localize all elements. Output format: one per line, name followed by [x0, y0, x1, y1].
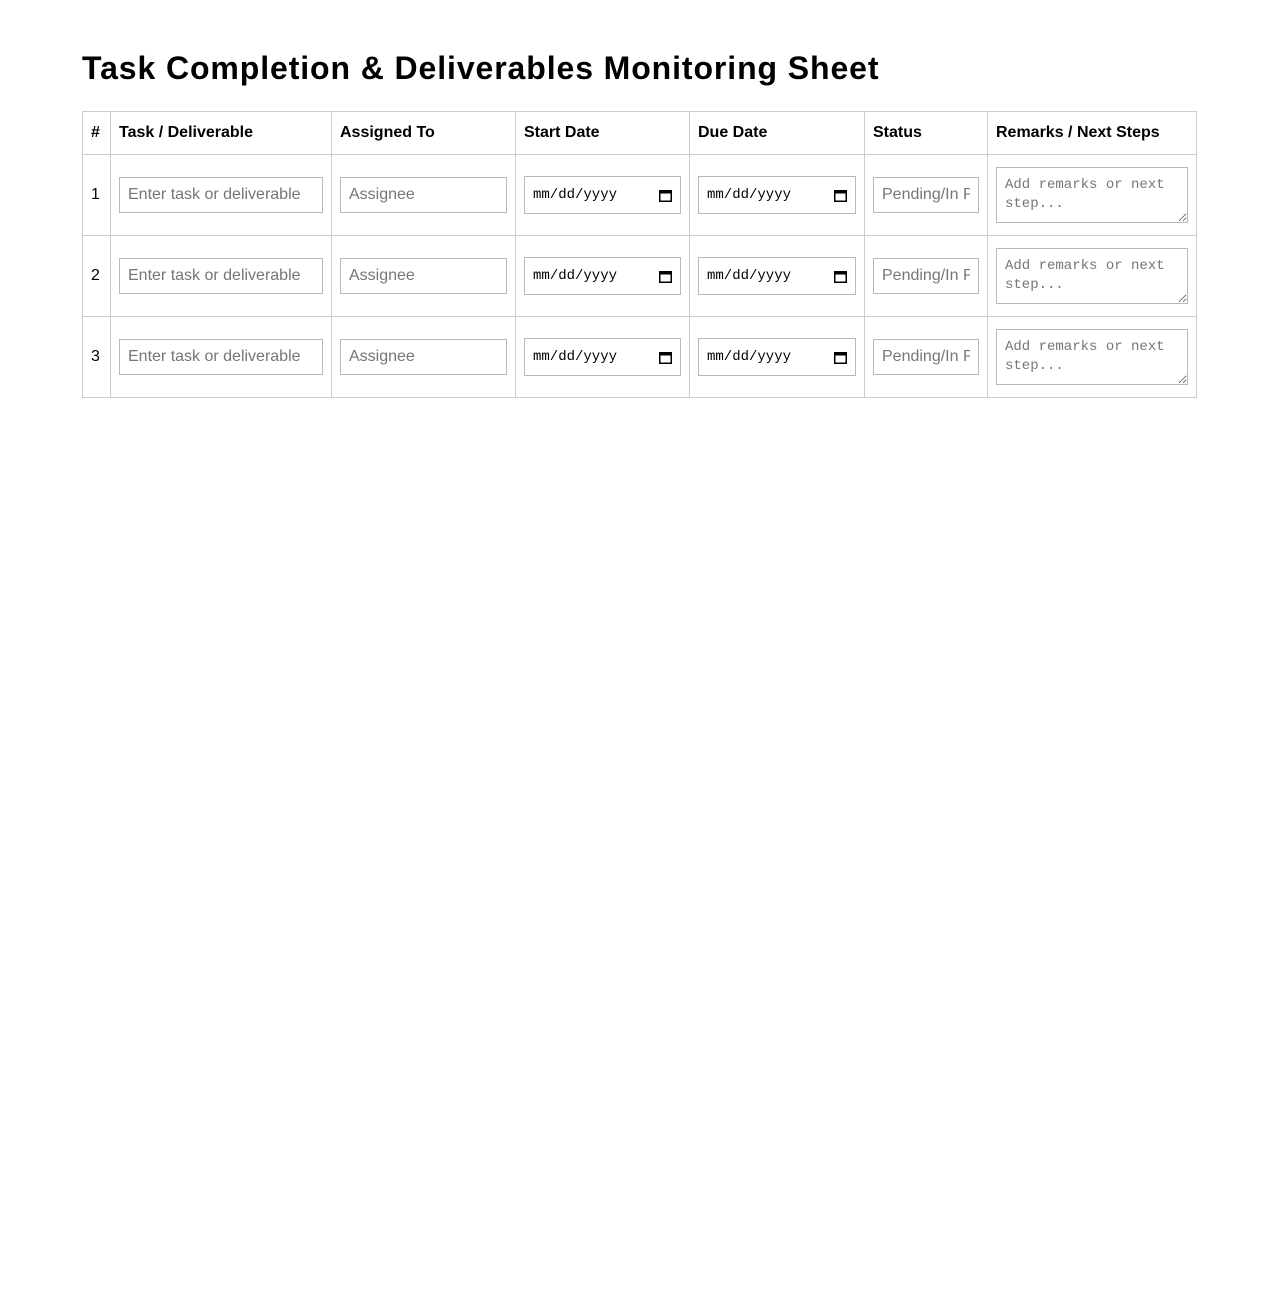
due-date-value: mm/dd/yyyy [707, 349, 792, 365]
start-date-input[interactable] [524, 257, 681, 295]
start-date-input[interactable] [524, 338, 681, 376]
status-input[interactable] [873, 339, 979, 375]
status-cell [865, 155, 988, 236]
assignee-cell [332, 317, 516, 398]
status-cell [865, 236, 988, 317]
remarks-cell [988, 155, 1197, 236]
assignee-cell [332, 155, 516, 236]
row-number: 1 [83, 155, 111, 236]
due-date-value: mm/dd/yyyy [707, 187, 792, 203]
column-header-remarks: Remarks / Next Steps [988, 112, 1197, 155]
column-header-status: Status [865, 112, 988, 155]
calendar-icon[interactable] [659, 189, 672, 202]
calendar-icon[interactable] [834, 351, 847, 364]
table-row [83, 317, 1197, 398]
table-row [83, 236, 1197, 317]
remarks-cell [988, 236, 1197, 317]
due-date-cell [690, 155, 865, 236]
remarks-textarea[interactable] [996, 329, 1188, 385]
task-input[interactable] [119, 339, 323, 375]
page-title: Task Completion & Deliverables Monitoring Sheet [82, 50, 880, 86]
calendar-icon[interactable] [834, 189, 847, 202]
due-date-cell [690, 317, 865, 398]
remarks-cell [988, 317, 1197, 398]
start-date-cell [516, 317, 690, 398]
calendar-icon[interactable] [659, 270, 672, 283]
start-date-cell [516, 236, 690, 317]
row-number: 3 [83, 317, 111, 398]
assignee-cell [332, 236, 516, 317]
task-table [82, 111, 1197, 398]
table-header-row [83, 112, 1197, 155]
task-input[interactable] [119, 177, 323, 213]
start-date-cell [516, 155, 690, 236]
status-input[interactable] [873, 177, 979, 213]
start-date-input[interactable] [524, 176, 681, 214]
start-date-value: mm/dd/yyyy [533, 187, 618, 203]
column-header-task: Task / Deliverable [111, 112, 332, 155]
table-row [83, 155, 1197, 236]
column-header-due-date: Due Date [690, 112, 865, 155]
due-date-input[interactable] [698, 176, 856, 214]
task-cell [111, 155, 332, 236]
column-header-number: # [83, 112, 111, 155]
assignee-input[interactable] [340, 177, 507, 213]
status-input[interactable] [873, 258, 979, 294]
assignee-input[interactable] [340, 339, 507, 375]
monitoring-sheet [82, 44, 1196, 365]
row-number: 2 [83, 236, 111, 317]
task-cell [111, 317, 332, 398]
due-date-cell [690, 236, 865, 317]
column-header-start-date: Start Date [516, 112, 690, 155]
remarks-textarea[interactable] [996, 248, 1188, 304]
due-date-input[interactable] [698, 338, 856, 376]
start-date-value: mm/dd/yyyy [533, 268, 618, 284]
calendar-icon[interactable] [834, 270, 847, 283]
task-cell [111, 236, 332, 317]
column-header-assigned-to: Assigned To [332, 112, 516, 155]
status-cell [865, 317, 988, 398]
remarks-textarea[interactable] [996, 167, 1188, 223]
due-date-value: mm/dd/yyyy [707, 268, 792, 284]
due-date-input[interactable] [698, 257, 856, 295]
assignee-input[interactable] [340, 258, 507, 294]
task-input[interactable] [119, 258, 323, 294]
start-date-value: mm/dd/yyyy [533, 349, 618, 365]
calendar-icon[interactable] [659, 351, 672, 364]
